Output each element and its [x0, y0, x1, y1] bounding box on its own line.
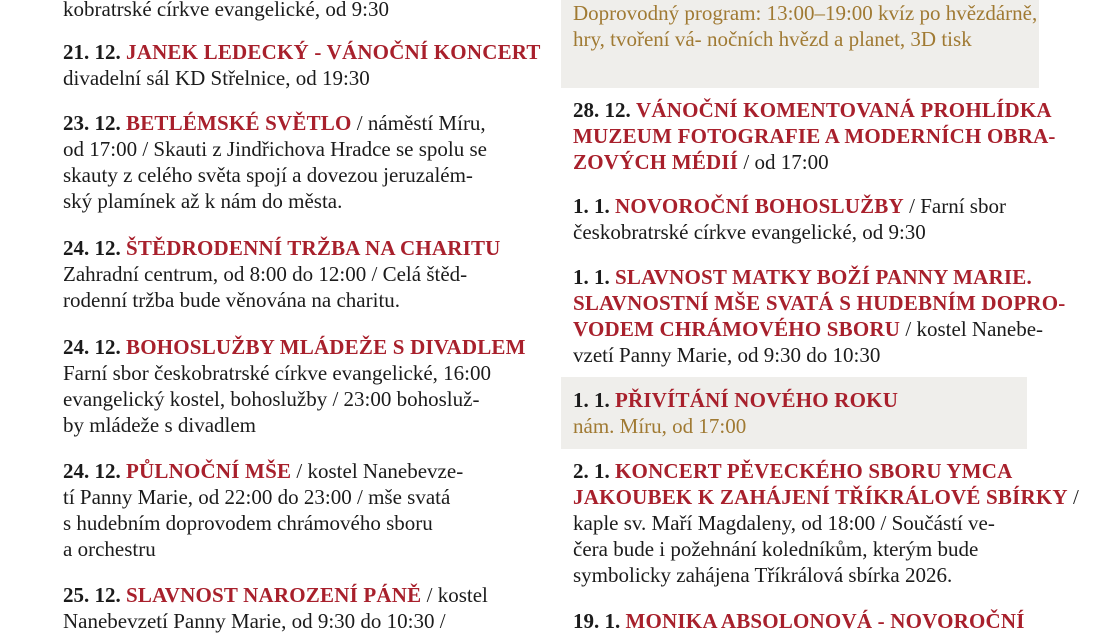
event-privitani-noveho-roku — [561, 377, 1027, 449]
event-title: SLAVNOST NAROZENÍ PÁNĚ — [126, 583, 422, 607]
event-date: 24. 12. — [63, 459, 121, 483]
event-title: ŠTĚDRODENNÍ TRŽBA NA CHARITU — [126, 236, 501, 260]
event-detail: rodenní tržba bude věnována na charitu. — [63, 288, 401, 312]
program-box — [561, 0, 1039, 88]
event-detail: čera bude i požehnání koledníkům, kterým bude — [573, 537, 979, 561]
event-title: PŮLNOČNÍ MŠE — [126, 459, 292, 483]
event-betlemske-svetlo — [63, 110, 487, 214]
event-location: / náměstí Míru, — [351, 111, 486, 135]
event-location: / kostel Nanebevze- — [291, 459, 464, 483]
event-detail: ský plamínek až k nám do města. — [63, 189, 343, 213]
event-location: / Farní sbor — [903, 194, 1006, 218]
event-detail: s hudebním doprovodem chrámového sboru — [63, 511, 433, 535]
event-stedrodenni-trzba — [63, 235, 501, 313]
event-top-fragment — [63, 0, 389, 22]
event-date: 2. 1. — [573, 459, 610, 483]
event-title: MUZEUM FOTOGRAFIE A MODERNÍCH OBRA- — [573, 124, 1056, 148]
event-detail: nám. Míru, od 17:00 — [573, 414, 747, 438]
event-detail: od 17:00 / Skauti z Jindřichova Hradce se spolu se — [63, 137, 487, 161]
event-bohosluzby-mladeze — [63, 334, 526, 438]
event-monika-absolonova — [573, 608, 1025, 634]
event-detail: by mládeže s divadlem — [63, 413, 257, 437]
event-detail: Zahradní centrum, od 8:00 do 12:00 / Celá štěd- — [63, 262, 468, 286]
event-title: BETLÉMSKÉ SVĚTLO — [126, 111, 352, 135]
event-title: SLAVNOSTNÍ MŠE SVATÁ S HUDEBNÍM DOPRO- — [573, 291, 1066, 315]
event-detail: Farní sbor českobratrské církve evangelické, 16:00 — [63, 361, 492, 385]
program-line: 13:00–19:00 kvíz po hvězdárně, hry, tvoření vá- — [573, 1, 1038, 51]
event-location: / kostel Nanebe- — [900, 317, 1044, 341]
event-title: SLAVNOST MATKY BOŽÍ PANNY MARIE. — [615, 265, 1032, 289]
event-title: VÁNOČNÍ KOMENTOVANÁ PROHLÍDKA — [636, 98, 1052, 122]
event-novorocni-bohosluzby — [573, 193, 1006, 245]
event-date: 19. 1. — [573, 609, 621, 633]
event-detail: evangelický kostel, bohoslužby / 23:00 bohosluž- — [63, 387, 480, 411]
event-title: KONCERT PĚVECKÉHO SBORU YMCA — [615, 459, 1013, 483]
event-detail: symbolicky zahájena Tříkrálová sbírka 2026. — [573, 563, 953, 587]
event-date: 24. 12. — [63, 335, 121, 359]
event-title: NOVOROČNÍ BOHOSLUŽBY — [615, 194, 904, 218]
event-date: 28. 12. — [573, 98, 631, 122]
event-slavnost-narozeni — [63, 582, 488, 634]
event-title: MONIKA ABSOLONOVÁ - NOVOROČNÍ — [625, 609, 1025, 633]
event-title: PŘIVÍTÁNÍ NOVÉHO ROKU — [615, 388, 899, 412]
event-title: JAKOUBEK K ZAHÁJENÍ TŘÍKRÁLOVÉ SBÍRKY — [573, 485, 1068, 509]
program-line: nočních hvězd a planet, 3D tisk — [706, 27, 972, 51]
event-janek-ledecky — [63, 39, 541, 91]
event-detail: českobratrské církve evangelické, od 9:30 — [573, 220, 926, 244]
event-slavnost-matky-bozi — [573, 264, 1065, 368]
event-detail: Nanebevzetí Panny Marie, od 9:30 do 10:30 / — [63, 609, 446, 633]
event-title: JANEK LEDECKÝ - VÁNOČNÍ KONCERT — [126, 40, 541, 64]
event-title: VODEM CHRÁMOVÉHO SBORU — [573, 317, 901, 341]
event-detail: tí Panny Marie, od 22:00 do 23:00 / mše svatá — [63, 485, 451, 509]
program-label: Doprovodný program: — [573, 1, 762, 25]
event-date: 1. 1. — [573, 194, 610, 218]
event-pulnocni-mse — [63, 458, 463, 562]
event-koncert-ymca — [573, 458, 1079, 588]
event-vanocni-prohlidka — [573, 97, 1056, 175]
event-separator: / — [1067, 485, 1079, 509]
event-date: 21. 12. — [63, 40, 121, 64]
event-date: 25. 12. — [63, 583, 121, 607]
event-time: / od 17:00 — [738, 150, 829, 174]
event-date: 23. 12. — [63, 111, 121, 135]
event-title: BOHOSLUŽBY MLÁDEŽE S DIVADLEM — [126, 335, 526, 359]
event-detail: vzetí Panny Marie, od 9:30 do 10:30 — [573, 343, 881, 367]
event-detail: a orchestru — [63, 537, 156, 561]
event-detail: kobratrské církve evangelické, od 9:30 — [63, 0, 389, 21]
event-location: / kostel — [421, 583, 488, 607]
event-detail: divadelní sál KD Střelnice, od 19:30 — [63, 66, 370, 90]
event-detail: kaple sv. Maří Magdaleny, od 18:00 / Součástí ve- — [573, 511, 995, 535]
event-date: 1. 1. — [573, 265, 610, 289]
event-date: 24. 12. — [63, 236, 121, 260]
event-detail: skauty z celého světa spojí a dovezou jeruzalém- — [63, 163, 473, 187]
event-date: 1. 1. — [573, 388, 610, 412]
event-title: ZOVÝCH MÉDIÍ — [573, 150, 739, 174]
